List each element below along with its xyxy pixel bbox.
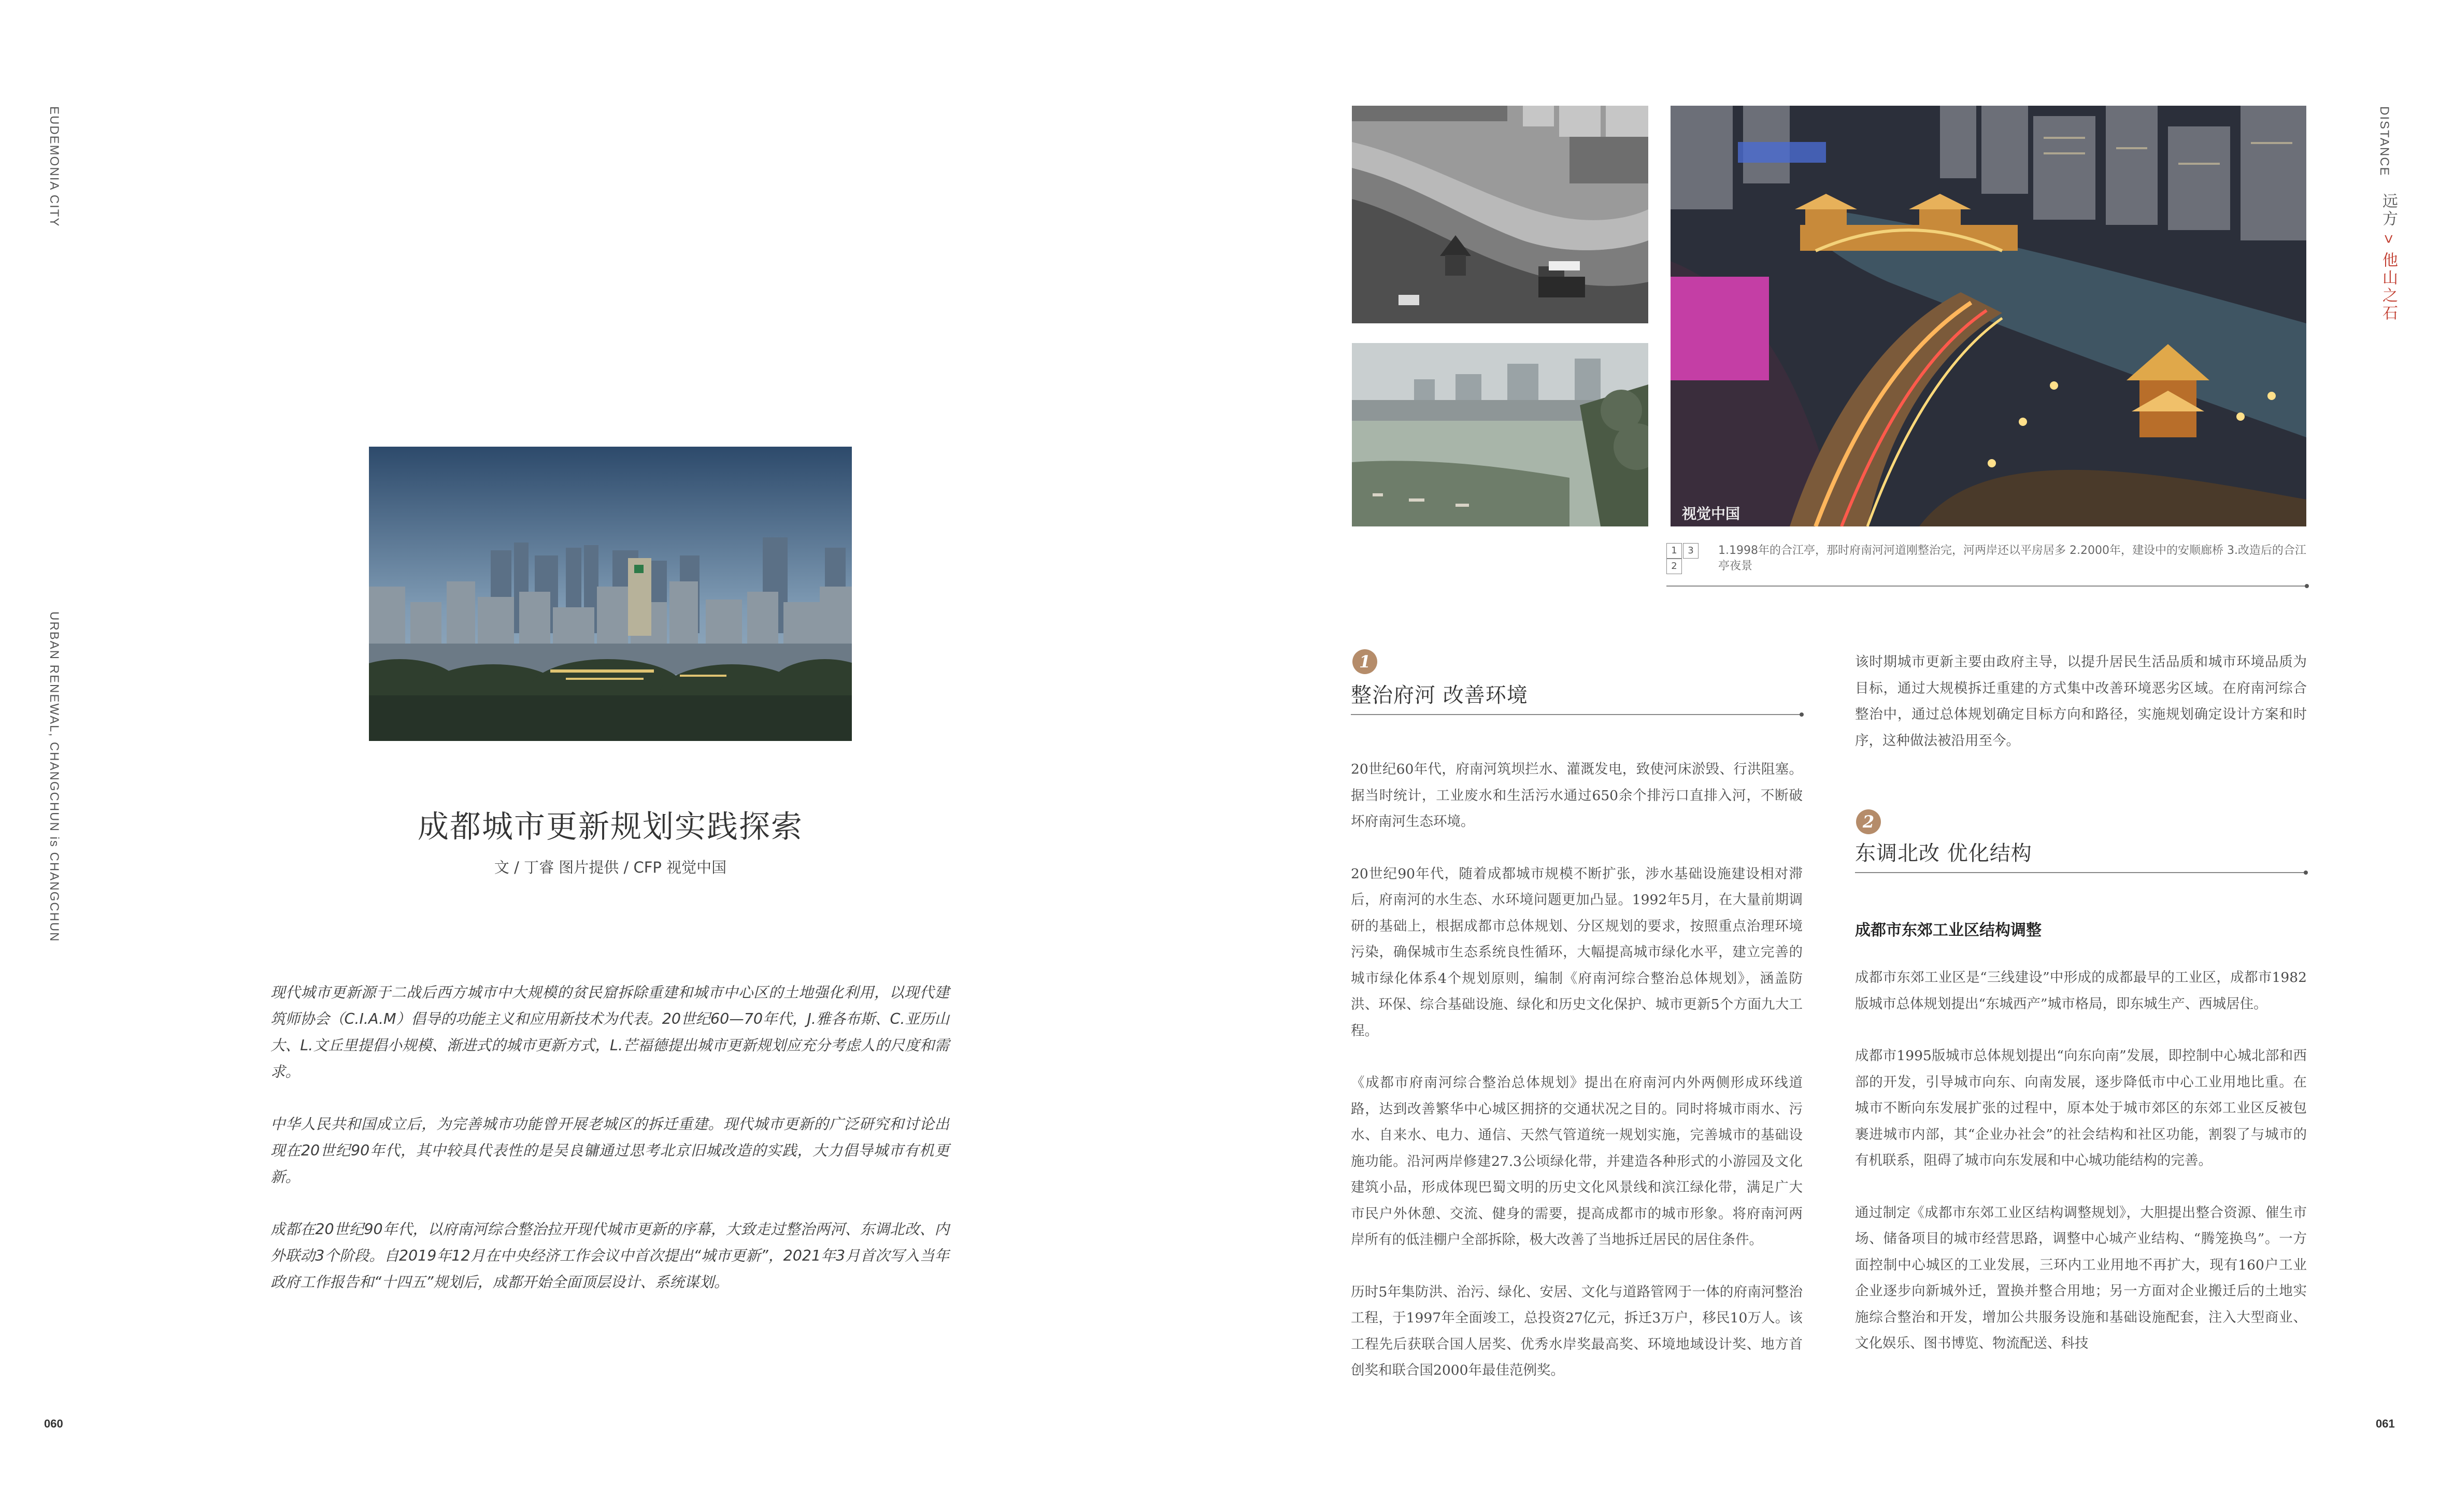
- body-paragraph: 《成都市府南河综合整治总体规划》提出在府南河内外两侧形成环线道路，达到改善繁华中心城区拥挤的交通状况之目的。同时将城市雨水、污水、自来水、电力、通信、天然气管道统一规划实施，完善城市的基础设施功能。沿河两岸修建27.3公顷绿化带，并建造各种形式的小游园及文化建筑小品，形成体现巴蜀文明的历史文化风景线和滨江绿化带，满足广大市民户外休憩、交流、健身的需要，提高成都市的城市形象。将府南河两岸所有的低洼棚户全部拆除，极大改善了当地拆迁居民的居住条件。: [1351, 1075, 1803, 1248]
- right-column-top: [1855, 649, 2307, 780]
- running-head-magazine: EUDEMONIA CITY: [47, 106, 61, 227]
- article-byline: 文 / 丁睿 图片提供 / CFP 视觉中国: [494, 859, 727, 876]
- caption-index-boxes: [1666, 543, 1708, 574]
- intro-paragraph: 中华人民共和国成立后，为完善城市功能曾开展老城区的拆迁重建。现代城市更新的广泛研究和讨论出现在20世纪90年代，其中较具代表性的是吴良镛通过思考北京旧城改造的实践，大力倡导城市有机更新。: [270, 1116, 949, 1186]
- body-paragraph: 通过制定《成都市东郊工业区结构调整规划》，大胆提出整合资源、催生市场、储备项目的城市经营思路，调整中心城产业结构、“腾笼换鸟”。一方面控制中心城区的工业发展，三环内工业用地不再扩大，现有160户工业企业逐步向新城外迁，置换并整合用地；另一方面对企业搬迁后的土地实施综合整治和开发，增加公共服务设施和基础设施配套，注入大型商业、文化娱乐、图书博览、物流配送、科技: [1855, 1204, 2307, 1351]
- running-head-section-en: DISTANCE: [2377, 106, 2391, 177]
- body-paragraph: 成都市东郊工业区是“三线建设”中形成的成都最早的工业区，成都市1982版城市总体规划提出“东城西产”城市格局，即东城生产、西城居住。: [1855, 969, 2307, 1012]
- hejiang-pavilion-1998-photo: [1352, 106, 1648, 323]
- caption-index-1: 1: [1666, 543, 1682, 559]
- intro-paragraph: 成都在20世纪90年代，以府南河综合整治拉开现代城市更新的序幕，大致走过整治两河、东调北改、内外联动3个阶段。自2019年12月在中央经济工作会议中首次提出“城市更新”，2021年3月首次写入当年政府工作报告和“十四五”规划后，成都开始全面顶层设计、系统谋划。: [270, 1221, 949, 1291]
- section-2-number: 2: [1856, 809, 1881, 834]
- body-paragraph: 成都市1995版城市总体规划提出“向东向南”发展，即控制中心城北部和西部的开发，引导城市向东、向南发展，逐步降低市中心工业用地比重。在城市不断向东发展扩张的过程中，原本处于城市郊区的东郊工业区反被包裹进城市内部，其“企业办社会”的社会结构和社区功能，割裂了与城市的有机联系，阻碍了城市向东发展和中心城功能结构的完善。: [1855, 1048, 2307, 1168]
- body-paragraph: 该时期城市更新主要由政府主导，以提升居民生活品质和城市环境品质为目标，通过大规模拆迁重建的方式集中改善环境恶劣区域。在府南河综合整治中，通过总体规划确定目标方向和路径，实施规划确定设计方案和时序，这种做法被沿用至今。: [1855, 654, 2307, 749]
- hejiang-pavilion-night-photo: [1671, 106, 2306, 526]
- body-paragraph: 历时5年集防洪、治污、绿化、安居、文化与道路管网于一体的府南河整治工程，于1997年全面竣工，总投资27亿元，拆迁3万户，移民10万人。该工程先后获联合国人居奖、优秀水岸奖最高奖、环境地域设计奖、地方首创奖和联合国2000年最佳范例奖。: [1351, 1283, 1803, 1378]
- section-1-title: 整治府河 改善环境: [1351, 683, 1528, 707]
- caption-index-2: 2: [1666, 559, 1682, 574]
- body-paragraph: 20世纪90年代，随着成都城市规模不断扩张，涉水基础设施建设相对滞后，府南河的水生态、水环境问题更加凸显。1992年5月，在大量前期调研的基础上，根据成都市总体规划、分区规划的要求，按照重点治理环境污染，确保城市生态系统良性循环，大幅提高城市绿化水平，建立完善的城市绿化体系4个规划原则，编制《府南河综合整治总体规划》，涵盖防洪、环保、综合基础设施、绿化和历史文化保护、城市更新5个方面九大工程。: [1351, 865, 1803, 1039]
- section-1-rule: [1351, 714, 1803, 715]
- running-head-section-cn: [2377, 193, 2400, 322]
- running-head-cn-prefix: 远方: [2380, 193, 2397, 228]
- section-1-body: [1351, 757, 1803, 1410]
- running-head-cn-arrow: >: [2380, 234, 2397, 246]
- caption-rule: [1666, 586, 2308, 587]
- running-head-topic: URBAN RENEWAL, CHANGCHUN is CHANGCHUN: [47, 611, 61, 943]
- section-2-rule: [1855, 872, 2307, 873]
- article-intro: [270, 979, 949, 1321]
- anshun-bridge-2000-photo: [1352, 343, 1648, 526]
- page-number-left: 060: [44, 1417, 63, 1430]
- photo-watermark: 视觉中国: [1682, 505, 1740, 522]
- article-title: 成都城市更新规划实践探索: [418, 809, 803, 845]
- body-paragraph: 20世纪60年代，府南河筑坝拦水、灌溉发电，致使河床淤毁、行洪阻塞。据当时统计，工业废水和生活污水通过650余个排污口直排入河，不断破坏府南河生态环境。: [1351, 761, 1803, 830]
- section-2-body: [1855, 965, 2307, 1383]
- section-1-number: 1: [1352, 649, 1377, 674]
- chengdu-skyline-photo: [369, 447, 852, 741]
- section-2-subhead: 成都市东郊工业区结构调整: [1855, 921, 2042, 939]
- page-number-right: 061: [2376, 1417, 2395, 1430]
- caption-text: 1.1998年的合江亭，那时府南河河道刚整治完，河两岸还以平房居多 2.2000年，建设中的安顺廊桥 3.改造后的合江亭夜景: [1718, 544, 2306, 573]
- caption-index-3: 3: [1683, 543, 1699, 559]
- running-head-cn-section: 他山之石: [2380, 252, 2397, 323]
- intro-paragraph: 现代城市更新源于二战后西方城市中大规模的贫民窟拆除重建和城市中心区的土地强化利用，以现代建筑师协会（C.I.A.M）倡导的功能主义和应用新技术为代表。20世纪60—70年代，J.雅各布斯、C.亚历山大、L.文丘里提倡小规模、渐进式的城市更新方式，L.芒福德提出城市更新规划应充分考虑人的尺度和需求。: [270, 984, 949, 1080]
- section-2-title: 东调北改 优化结构: [1855, 841, 2032, 865]
